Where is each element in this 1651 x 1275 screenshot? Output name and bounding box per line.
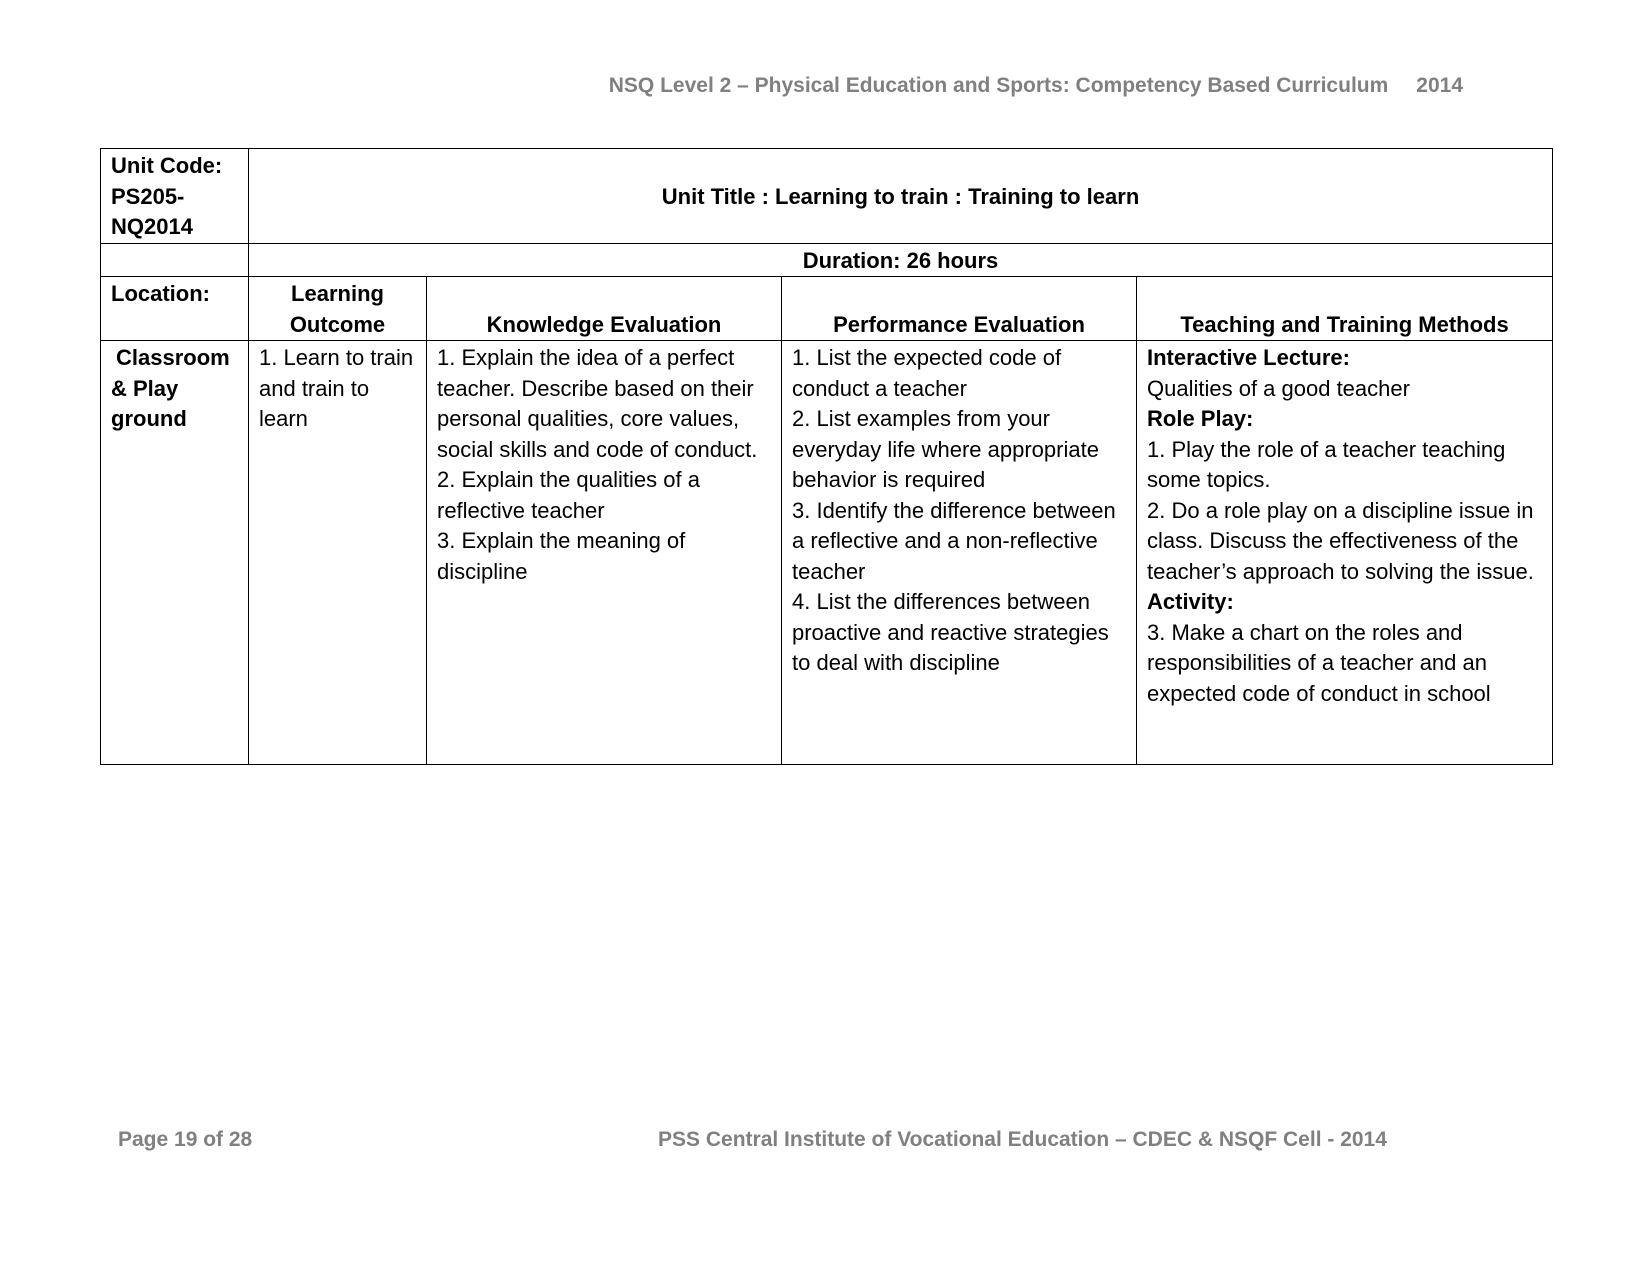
location-line2: & Play — [111, 375, 179, 401]
location-line3: ground — [111, 406, 187, 431]
location-cell — [101, 341, 249, 765]
lecture-item: Qualities of a good teacher — [1147, 375, 1410, 401]
footer-page-number: Page 19 of 28 — [118, 1128, 253, 1151]
col-header-methods: Teaching and Training Methods — [1137, 277, 1553, 341]
activity-item: 3. Make a chart on the roles and responsibilities of a teacher and an expected code of conduct in school — [1147, 619, 1491, 706]
footer-institute: PSS Central Institute of Vocational Education – CDEC & NSQF Cell - 2014 — [658, 1128, 1387, 1151]
knowledge-item: 1. Explain the idea of a perfect teacher. Describe based on their personal qualities, core values, social skills and code of conduct. — [437, 345, 758, 462]
lecture-heading: Interactive Lecture: — [1147, 345, 1350, 370]
col-header-knowledge: Knowledge Evaluation — [427, 277, 782, 341]
knowledge-cell — [427, 341, 782, 765]
location-label: Location: — [101, 277, 249, 341]
unit-code-cell — [101, 149, 249, 244]
col-header-performance: Performance Evaluation — [782, 277, 1137, 341]
header-title: NSQ Level 2 – Physical Education and Sports: Competency Based Curriculum — [608, 74, 1389, 97]
unit-title: Unit Title : Learning to train : Training to learn — [249, 149, 1553, 244]
column-header-row — [101, 277, 1553, 341]
unit-code-label: Unit Code: — [111, 153, 223, 178]
roleplay-item: 2. Do a role play on a discipline issue in class. Discuss the effectiveness of the teacher’s approach to solving the issue. — [1147, 497, 1534, 584]
unit-code-line2: NQ2014 — [111, 214, 193, 239]
duration-row — [101, 243, 1553, 277]
col-header-learning-outcome-line1: Learning — [291, 281, 384, 306]
performance-item: 3. Identify the difference between a reflective and a non-reflective teacher — [792, 497, 1116, 584]
learning-outcome-cell: 1. Learn to train and train to learn — [249, 341, 427, 765]
unit-duration: Duration: 26 hours — [249, 243, 1553, 277]
performance-cell — [782, 341, 1137, 765]
location-line1: Classroom — [116, 345, 230, 370]
unit-title-row — [101, 149, 1553, 244]
unit-table — [100, 148, 1553, 765]
performance-item: 4. List the differences between proactive and reactive strategies to deal with discipline — [792, 589, 1109, 675]
page-header — [609, 74, 1463, 98]
col-header-learning-outcome-line2: Outcome — [289, 311, 386, 337]
performance-item: 1. List the expected code of conduct a teacher — [792, 345, 1062, 401]
knowledge-item: 2. Explain the qualities of a reflective teacher — [437, 467, 700, 523]
col-header-learning-outcome — [249, 277, 427, 341]
content-row — [101, 341, 1553, 765]
roleplay-item: 1. Play the role of a teacher teaching some topics. — [1147, 436, 1506, 492]
performance-item: 2. List examples from your everyday life where appropriate behavior is required — [792, 406, 1099, 492]
header-year: 2014 — [1416, 74, 1463, 97]
roleplay-heading: Role Play: — [1147, 406, 1254, 431]
knowledge-item: 3. Explain the meaning of discipline — [437, 528, 686, 584]
unit-code-line1: PS205- — [111, 183, 185, 209]
activity-heading: Activity: — [1147, 589, 1234, 614]
methods-cell — [1137, 341, 1553, 765]
empty-cell — [101, 243, 249, 277]
